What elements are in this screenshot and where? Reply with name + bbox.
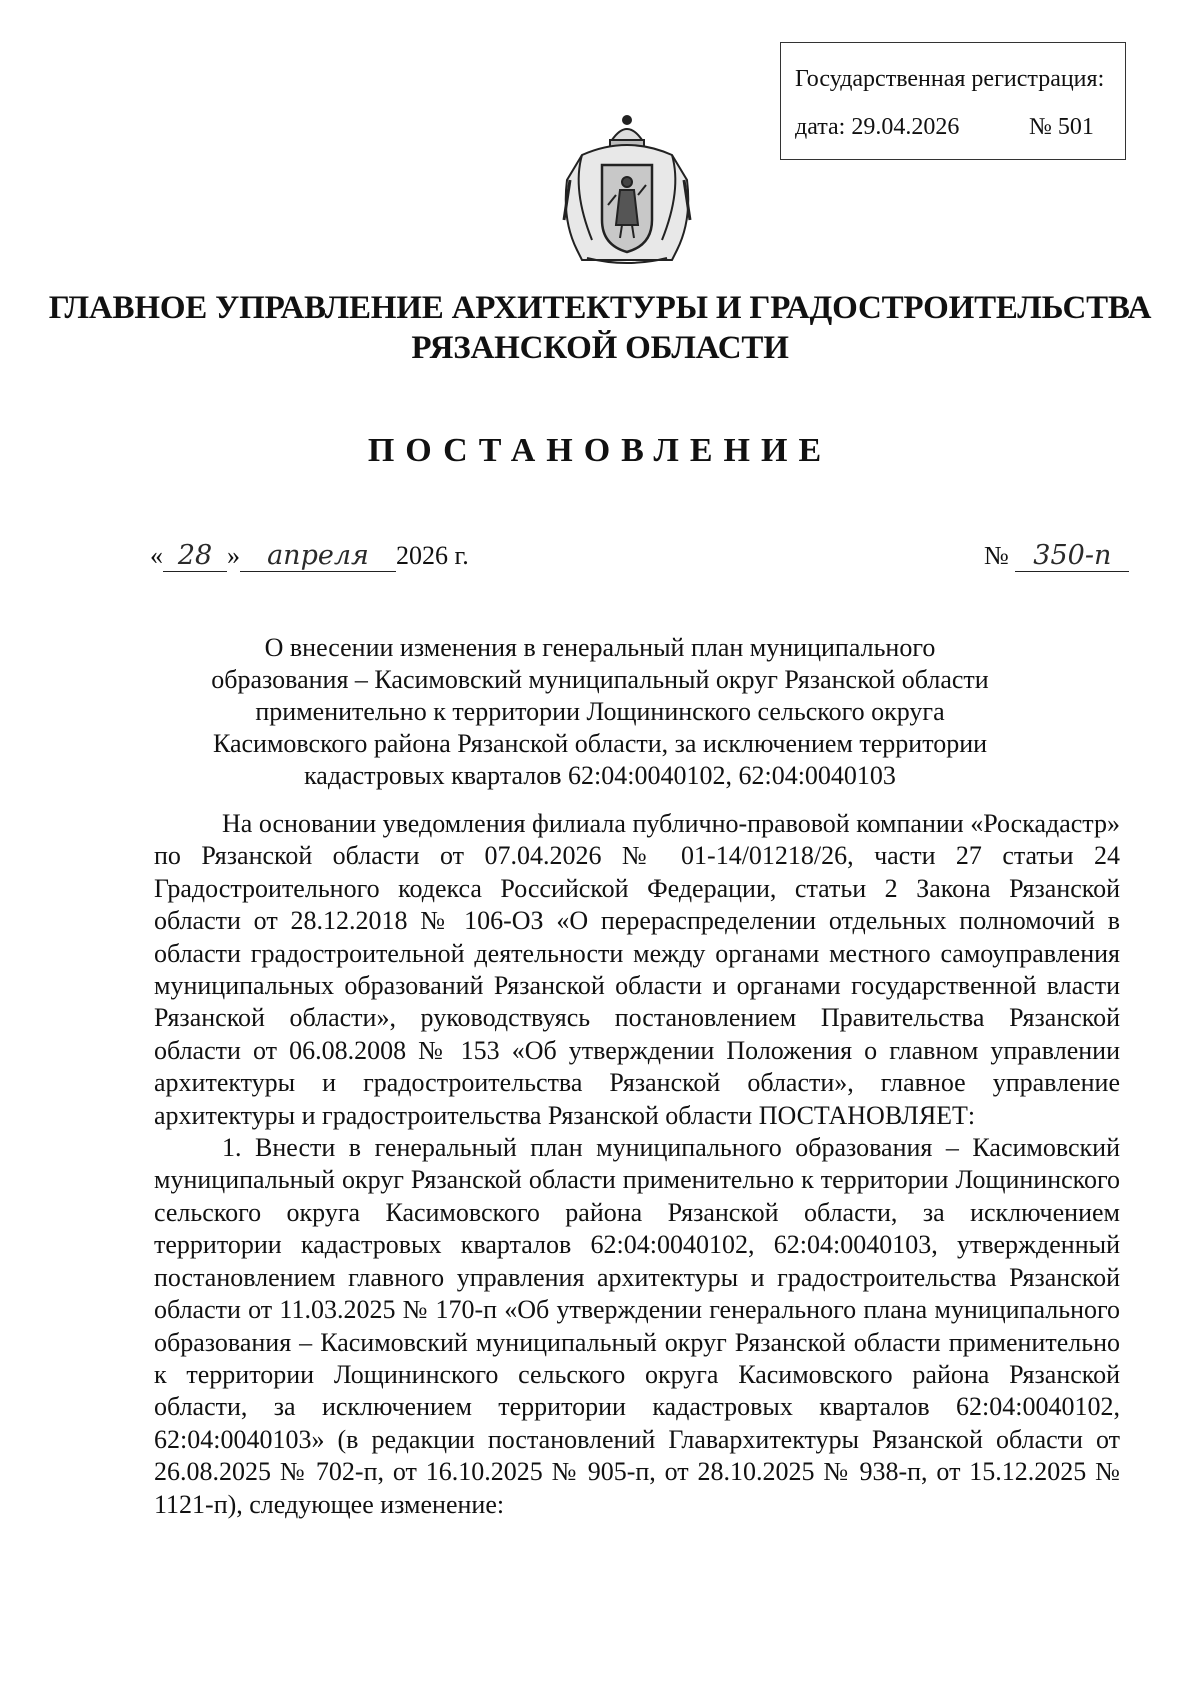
coat-of-arms-icon bbox=[552, 110, 702, 270]
date-day-handwritten: 28 bbox=[163, 540, 227, 572]
date-month-handwritten: апреля bbox=[240, 540, 396, 572]
organization-title bbox=[0, 288, 1200, 368]
date-quote-close: » bbox=[227, 541, 240, 570]
registration-stamp bbox=[780, 42, 1126, 160]
document-subject bbox=[0, 632, 1200, 792]
number-handwritten: 350-п bbox=[1015, 540, 1129, 572]
document-body bbox=[154, 808, 1120, 1521]
body-paragraph-preamble: На основании уведомления филиала публично-правовой компании «Роскадастр» по Рязанской области от 07.04.2026 № 01-14/01218/26, части 27 статьи 24 Градостроительного кодекса Российской Федерации, статьи 2 Закона Рязанской области от 28.12.2018 № 106-ОЗ «О перераспределении отдельных полномочий в области градостроительной деятельности между органами местного самоуправления муниципальных образований Рязанской области и органами государственной власти Рязанской области», руководствуясь постановлением Правительства Рязанской области от 06.08.2008 № 153 «Об утверждении Положения о главном управлении архитектуры и градостроительства Рязанской области», главное управление архитектуры и градостроительства Рязанской области ПОСТАНОВЛЯЕТ: bbox=[154, 809, 1120, 1130]
document-date bbox=[150, 540, 469, 572]
subject-line: Касимовского района Рязанской области, за исключением территории bbox=[212, 729, 988, 758]
registration-date: дата: 29.04.2026 bbox=[795, 114, 960, 140]
subject-line: применительно к территории Лощининского сельского округа bbox=[255, 697, 945, 726]
document-number bbox=[984, 540, 1129, 572]
registration-title: Государственная регистрация: bbox=[795, 66, 1105, 92]
number-prefix: № bbox=[984, 541, 1009, 570]
date-year: 2026 г. bbox=[396, 541, 469, 570]
subject-line: О внесении изменения в генеральный план муниципального bbox=[264, 633, 936, 662]
subject-line: образования – Касимовский муниципальный округ Рязанской области bbox=[211, 665, 989, 694]
body-paragraph-item-1: 1. Внести в генеральный план муниципального образования – Касимовский муниципальный округ Рязанской области применительно к территории Лощининского сельского округа Касимовского района Рязанской области, за исключением территории кадастровых кварталов 62:04:0040102, 62:04:0040103, утвержденный постановлением главного управления архитектуры и градостроительства Рязанской области от 11.03.2025 № 170-п «Об утверждении генерального плана муниципального образования – Касимовский муниципальный округ Рязанской области применительно к территории Лощининского сельского округа Касимовского района Рязанской области, за исключением территории кадастровых кварталов 62:04:0040102, 62:04:0040103» (в редакции постановлений Главархитектуры Рязанской области от 26.08.2025 № 702-п, от 16.10.2025 № 905-п, от 28.10.2025 № 938-п, от 15.12.2025 № 1121-п), следующее изменение: bbox=[154, 1133, 1120, 1519]
registration-number: № 501 bbox=[1029, 114, 1094, 140]
organization-title-line1: ГЛАВНОЕ УПРАВЛЕНИЕ АРХИТЕКТУРЫ И ГРАДОСТРОИТЕЛЬСТВА bbox=[48, 290, 1152, 326]
subject-line: кадастровых кварталов 62:04:0040102, 62:04:0040103 bbox=[304, 761, 896, 790]
organization-title-line2: РЯЗАНСКОЙ ОБЛАСТИ bbox=[411, 330, 789, 366]
document-type-heading: ПОСТАНОВЛЕНИЕ bbox=[367, 432, 833, 469]
date-quote-open: « bbox=[150, 541, 163, 570]
